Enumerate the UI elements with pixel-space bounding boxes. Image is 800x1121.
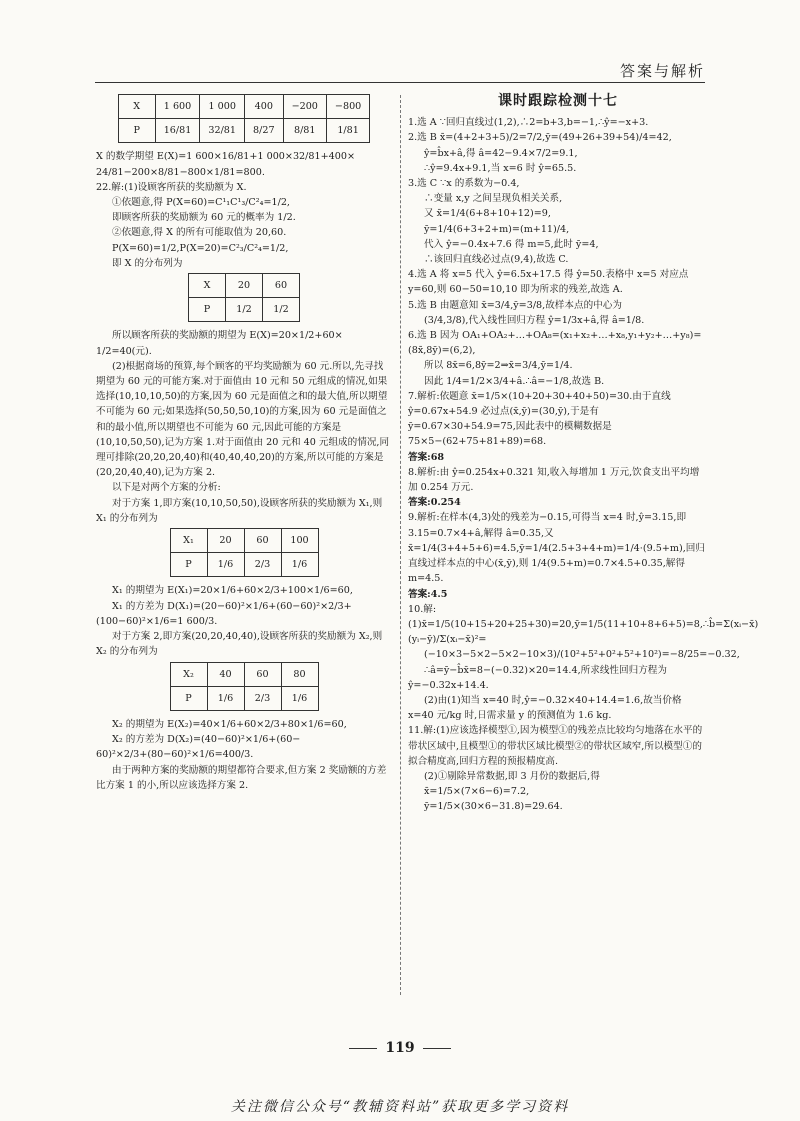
table-row	[170, 553, 318, 577]
table-cell: 80	[281, 662, 318, 686]
answer-6: 6.选 B 因为 OA₁+OA₂+…+OA₈=(x₁+x₂+…+x₈,y₁+y₂+…+y₈)=(8x̄,8ȳ)=(6,2),	[408, 330, 702, 357]
text-line: (−10×3−5×2−5×2−10×3)/(10²+5²+0²+5²+10²)=−8/25=−0.32,	[424, 649, 740, 661]
distribution-table-x	[188, 273, 300, 322]
page-number: 119	[0, 1040, 800, 1056]
text-line: 代入 ŷ=−0.4x+7.6 得 m=5,此时 ȳ=4,	[424, 238, 599, 250]
table-cell: P	[189, 298, 226, 322]
table-cell: 60	[244, 529, 281, 553]
text-line: 对于方案 1,即方案(10,10,50,50),设顾客所获的奖励额为 X₁,则 X₁ 的分布列为	[96, 497, 383, 524]
table-cell: X	[118, 95, 155, 119]
text-line: 60)²×2/3+(80−60)²×1/6=400/3.	[96, 749, 254, 761]
table-cell: 1/6	[207, 553, 244, 577]
text-line: X₁ 的期望为 E(X₁)=20×1/6+60×2/3+100×1/6=60,	[112, 585, 353, 597]
answer-10: 10.解:(1)x̄=1/5(10+15+20+25+30)=20,ȳ=1/5(11+10+8+6+5)=8,∴b̂=Σ(xᵢ−x̄)(yᵢ−ȳ)/Σ(xᵢ−x̄)²=	[408, 603, 759, 646]
table-cell: 1 600	[155, 95, 200, 119]
table-cell: 100	[281, 529, 318, 553]
table-row	[170, 686, 318, 710]
answer-3: 3.选 C ∵x 的系数为−0.4,	[408, 178, 520, 190]
answer-9-result: 答案:4.5	[408, 588, 448, 600]
text-line: 所以顾客所获的奖励额的期望为 E(X)=20×1/2+60×	[112, 330, 343, 342]
header-title: 答案与解析	[619, 62, 705, 80]
text-line: 对于方案 2,即方案(20,20,40,40),设顾客所获的奖励额为 X₂,则 X₂ 的分布列为	[96, 631, 383, 658]
table-cell: −800	[326, 95, 369, 119]
table-cell: 8/81	[283, 119, 326, 143]
table-cell: 1/6	[207, 686, 244, 710]
text-line: ŷ=b̂x+â,得 â=42−9.4×7/2=9.1,	[424, 147, 578, 159]
section-title: 课时跟踪检测十七	[498, 93, 618, 109]
table-row	[189, 298, 300, 322]
table-cell: 1 000	[200, 95, 245, 119]
text-line: 即 X 的分布列为	[112, 257, 183, 269]
text-line: X₁ 的方差为 D(X₁)=(20−60)²×1/6+(60−60)²×2/3+	[112, 600, 352, 612]
distribution-table-x1	[170, 528, 319, 577]
text-line: ∴该回归直线必过点(9,4),故选 C.	[424, 254, 569, 266]
text-line: 所以 8x̄=6,8ȳ=2⇒x̄=3/4,ȳ=1/4.	[424, 360, 573, 372]
text-line: P(X=60)=1/2,P(X=20)=C²₃/C²₄=1/2,	[112, 242, 289, 254]
text-line: (2)由(1)知当 x=40 时,ŷ=−0.32×40+14.4=1.6,故当价格 x=40 元/kg 时,日需求量 y 的预测值为 1.6 kg.	[408, 694, 682, 722]
text-line: 因此 1/4=1/2×3/4+â.∴â=−1/8,故选 B.	[424, 375, 605, 387]
text-line: X₂ 的方差为 D(X₂)=(40−60)²×1/6+(60−	[112, 734, 301, 746]
answer-7-result: 答案:68	[408, 451, 445, 463]
table-cell: X	[189, 274, 226, 298]
text-line: ②依题意,得 X 的所有可能取值为 20,60.	[112, 227, 287, 239]
table-row	[189, 274, 300, 298]
text-line: ∴â=ȳ−b̂x̄=8−(−0.32)×20=14.4,所求线性回归方程为 ŷ=−0.32x+14.4.	[408, 664, 667, 691]
table-cell: 1/2	[263, 298, 300, 322]
table-cell: 32/81	[200, 119, 245, 143]
table-cell: P	[118, 119, 155, 143]
text-line: 以下是对两个方案的分析:	[112, 482, 221, 494]
answer-2: 2.选 B x̄=(4+2+3+5)/2=7/2,ȳ=(49+26+39+54)/4=42,	[408, 132, 672, 144]
table-row	[118, 95, 370, 119]
table-row	[118, 119, 370, 143]
text-line: ȳ=1/4(6+3+2+m)=(m+11)/4,	[424, 223, 570, 235]
table-cell: 1/6	[281, 686, 318, 710]
table-cell: −200	[283, 95, 326, 119]
table-cell: 20	[226, 274, 263, 298]
table-cell: 1/6	[281, 553, 318, 577]
text-line: x̄=1/5×(7×6−6)=7.2,	[424, 786, 530, 798]
text-line: (100−60)²×1/6=1 600/3.	[96, 615, 218, 627]
answer-8: 8.解析:由 ŷ=0.254x+0.321 知,收入每增加 1 万元,饮食支出平均增加 0.254 万元.	[408, 466, 700, 494]
paragraph: (2)根据商场的预算,每个顾客的平均奖励额为 60 元.所以,先寻找期望为 60 元的可能方案.对于面值由 10 元和 50 元组成的情况,如果选择(10,10,10,50)的方案,因为 60 元是面值之和的最大值,所以期望不可能为 60 元;如果选择(50,50,50,10)的方案,因为 60 元是面值之和的最小值,所以期望也不可能为 60 元,因此可能的方案是(10,10,50,50),记为方案 1.对于面值由 20 元和 40 元组成的情况,同理可排除(20,20,20,40)和(40,40,40,20)的方案,所以可能的方案是(20,20,40,40),记为方案 2.	[96, 360, 390, 479]
text-line: X₂ 的期望为 E(X₂)=40×1/6+60×2/3+80×1/6=60,	[112, 718, 347, 730]
table-cell: X₁	[170, 529, 207, 553]
left-column	[96, 92, 392, 793]
text-line: 1/2=40(元).	[96, 345, 152, 357]
text-line: ①依题意,得 P(X=60)=C¹₁C¹₃/C²₄=1/2,	[112, 197, 290, 209]
text-line: (2)①剔除异常数据,即 3 月份的数据后,得	[424, 770, 600, 782]
table-cell: 16/81	[155, 119, 200, 143]
table-cell: 8/27	[245, 119, 284, 143]
answer-11: 11.解:(1)应该选择模型①,因为模型①的残差点比较均匀地落在水平的带状区域中,且模型①的带状区域比模型②的带状区域窄,所以模型①的拟合精度高,回归方程的预报精度高.	[408, 725, 703, 767]
table-cell: P	[170, 553, 207, 577]
table-cell: 400	[245, 95, 284, 119]
table-cell: P	[170, 686, 207, 710]
answer-7: 7.解析:依题意 x̄=1/5×(10+20+30+40+50)=30.由于直线 ŷ=0.67x+54.9 必过点(x̄,ȳ)=(30,ȳ),于是有 ȳ=0.67×30+54.9=75,因此表中的模糊数据是 75×5−(62+75+81+89)=68.	[408, 390, 671, 448]
text-line: 即顾客所获的奖励额为 60 元的概率为 1/2.	[112, 212, 296, 224]
answer-5: 5.选 B 由题意知 x̄=3/4,ȳ=3/8,故样本点的中心为	[408, 299, 622, 311]
table-cell: X₂	[170, 662, 207, 686]
answer-1: 1.选 A ∵回归直线过(1,2),∴2=b+3,b=−1,∴ŷ=−x+3.	[408, 117, 649, 129]
distribution-table-x2	[170, 662, 319, 711]
table-cell: 1/2	[226, 298, 263, 322]
header-rule	[95, 82, 705, 83]
answer-9: 9.解析:在样本(4,3)处的残差为−0.15,可得当 x=4 时,ŷ=3.15,即 3.15=0.7×4+â,解得 â=0.35,又 x̄=1/4(3+4+5+6)=4.5,ȳ=1/4(2.5+3+4+m)=1/4·(9.5+m),回归直线过样本点的中心(x̄,ȳ),则 1/4(9.5+m)=0.7×4.5+0.35,解得 m=4.5.	[408, 512, 705, 585]
table-cell: 20	[207, 529, 244, 553]
table-row	[170, 662, 318, 686]
table-cell: 2/3	[244, 553, 281, 577]
table-cell: 1/81	[326, 119, 369, 143]
table-cell: 40	[207, 662, 244, 686]
text-line: (3/4,3/8),代入线性回归方程 ŷ=1/3x+â,得 â=1/8.	[424, 314, 645, 326]
text-line: 由于两种方案的奖励额的期望都符合要求,但方案 2 奖励额的方差比方案 1 的小,所以应该选择方案 2.	[96, 764, 387, 791]
text-line: 又 x̄=1/4(6+8+10+12)=9,	[424, 208, 551, 220]
table-cell: 2/3	[244, 686, 281, 710]
answer-4: 4.选 A 将 x=5 代入 ŷ=6.5x+17.5 得 ŷ=50.表格中 x=5 对应点 y=60,则 60−50=10,10 即为所求的残差,故选 A.	[408, 269, 689, 296]
text-line: 24/81−200×8/81−800×1/81=800.	[96, 166, 265, 178]
text-line: X 的数学期望 E(X)=1 600×16/81+1 000×32/81+400×	[96, 151, 355, 163]
right-column	[408, 92, 759, 815]
text-line: ∴ŷ=9.4x+9.1,当 x=6 时 ŷ=65.5.	[424, 162, 577, 174]
table-row	[170, 529, 318, 553]
problem-22: 22.解:(1)设顾客所获的奖励额为 X.	[96, 181, 247, 193]
answer-8-result: 答案:0.254	[408, 497, 461, 509]
table-cell: 60	[263, 274, 300, 298]
distribution-table-top	[118, 94, 371, 143]
text-line: ȳ=1/5×(30×6−31.8)=29.64.	[424, 801, 563, 813]
text-line: ∴变量 x,y 之间呈现负相关关系,	[424, 193, 563, 205]
column-divider	[400, 95, 401, 995]
footer-note: 关注微信公众号“教辅资料站”获取更多学习资料	[230, 1099, 570, 1115]
table-cell: 60	[244, 662, 281, 686]
